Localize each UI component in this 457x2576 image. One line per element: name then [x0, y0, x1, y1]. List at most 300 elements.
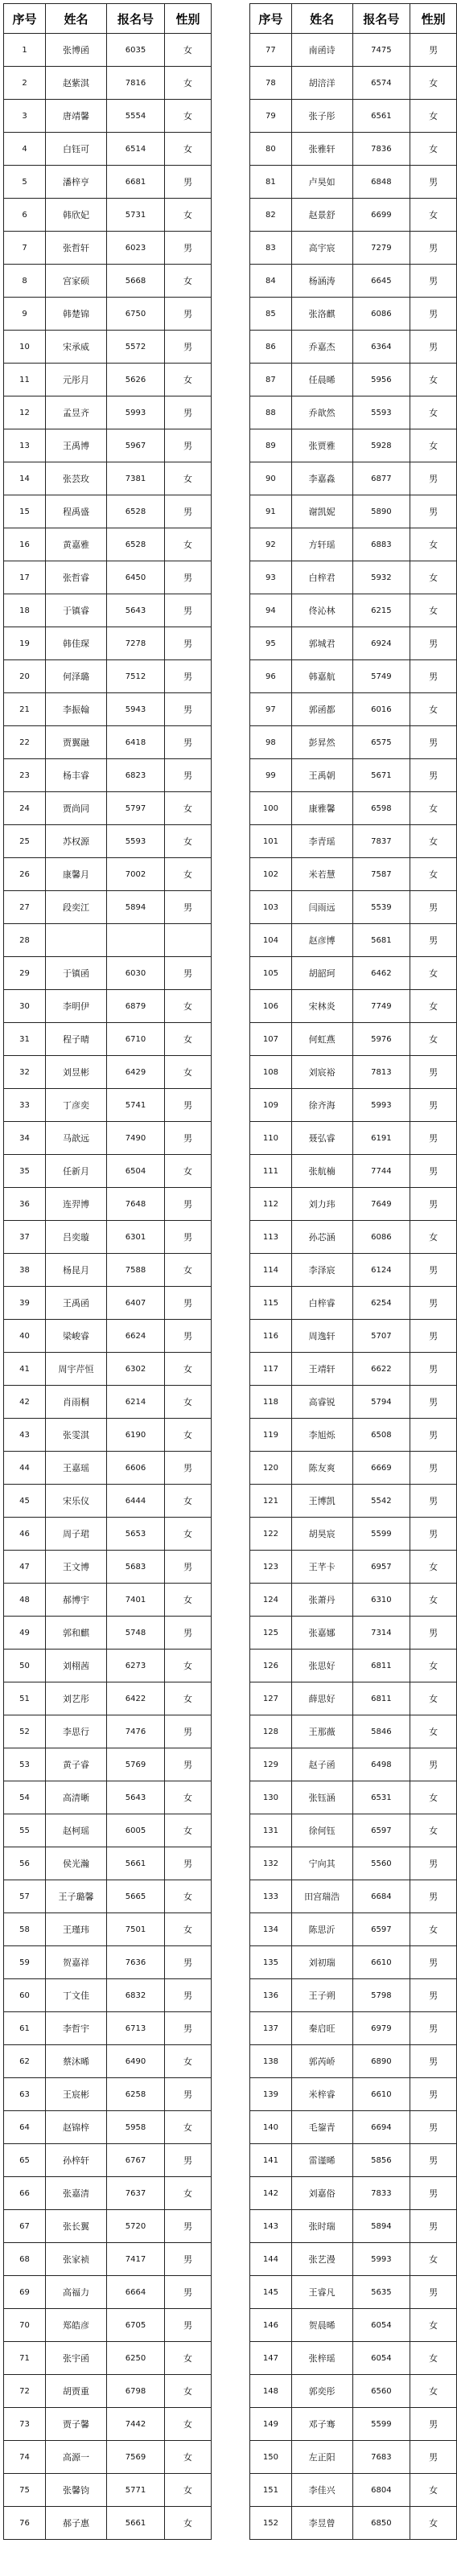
table-row	[4, 2276, 212, 2309]
seq-cell: 76	[4, 2507, 46, 2540]
gender-cell: 女	[410, 957, 457, 990]
name-cell: 侯光瀚	[46, 1847, 107, 1880]
table-row	[4, 1353, 212, 1386]
name-cell: 刘宸裕	[291, 1056, 352, 1089]
seq-cell: 96	[250, 660, 292, 693]
seq-cell: 133	[250, 1880, 292, 1913]
table-row	[4, 67, 212, 100]
seq-cell: 21	[4, 693, 46, 726]
name-cell: 张博函	[46, 34, 107, 67]
gender-cell: 男	[410, 1748, 457, 1781]
gender-cell: 男	[165, 2210, 212, 2243]
gender-cell: 女	[165, 199, 212, 232]
gender-cell: 女	[165, 528, 212, 561]
name-cell: 白梓君	[291, 561, 352, 594]
name-cell: 连羿博	[46, 1188, 107, 1221]
code-cell: 6561	[352, 100, 410, 133]
table-row	[250, 100, 457, 133]
code-cell	[107, 924, 165, 957]
gender-cell: 男	[410, 495, 457, 528]
seq-cell: 64	[4, 2111, 46, 2144]
name-cell: 贾子馨	[46, 2408, 107, 2441]
code-cell: 6364	[352, 331, 410, 364]
table-row	[250, 2309, 457, 2342]
table-header-row	[250, 4, 457, 34]
gender-cell: 男	[410, 1847, 457, 1880]
table-row	[250, 133, 457, 166]
code-cell: 5958	[107, 2111, 165, 2144]
code-cell: 6504	[107, 1155, 165, 1188]
seq-cell: 116	[250, 1320, 292, 1353]
table-row	[250, 726, 457, 759]
code-cell: 7587	[352, 858, 410, 891]
gender-cell: 女	[165, 1056, 212, 1089]
name-cell: 张时瑞	[291, 2210, 352, 2243]
code-cell: 5943	[107, 693, 165, 726]
header-name: 姓名	[291, 4, 352, 34]
code-cell: 6418	[107, 726, 165, 759]
gender-cell: 男	[165, 1617, 212, 1650]
seq-cell: 122	[250, 1518, 292, 1551]
gender-cell: 男	[410, 891, 457, 924]
name-cell: 佟沁林	[291, 594, 352, 627]
table-row	[250, 1880, 457, 1913]
code-cell: 6528	[107, 528, 165, 561]
seq-cell: 143	[250, 2210, 292, 2243]
code-cell: 6215	[352, 594, 410, 627]
table-row	[4, 1056, 212, 1089]
gender-cell: 男	[165, 232, 212, 265]
gender-cell: 男	[165, 2276, 212, 2309]
gender-cell: 男	[410, 1979, 457, 2012]
gender-cell: 女	[165, 1353, 212, 1386]
name-cell: 周逸轩	[291, 1320, 352, 1353]
seq-cell: 80	[250, 133, 292, 166]
table-row	[4, 166, 212, 199]
table-row	[4, 1584, 212, 1617]
code-cell: 7278	[107, 627, 165, 660]
table-row	[4, 561, 212, 594]
name-cell: 刘嘉俗	[291, 2177, 352, 2210]
gender-cell: 女	[165, 2441, 212, 2474]
table-row	[250, 2111, 457, 2144]
code-cell: 6191	[352, 1122, 410, 1155]
seq-cell: 40	[4, 1320, 46, 1353]
table-row	[4, 133, 212, 166]
table-row	[250, 1979, 457, 2012]
name-cell: 李振翰	[46, 693, 107, 726]
table-row	[4, 2243, 212, 2276]
seq-cell: 113	[250, 1221, 292, 1254]
code-cell: 5894	[107, 891, 165, 924]
table-row	[250, 594, 457, 627]
table-row	[250, 693, 457, 726]
table-row	[4, 1386, 212, 1419]
code-cell: 6622	[352, 1353, 410, 1386]
table-row	[250, 1122, 457, 1155]
gender-cell: 女	[165, 1023, 212, 1056]
name-cell: 郑皓彦	[46, 2309, 107, 2342]
code-cell: 5731	[107, 199, 165, 232]
table-row	[4, 759, 212, 792]
table-row	[4, 1913, 212, 1946]
name-cell: 张嘉娜	[291, 1617, 352, 1650]
table-row	[4, 2045, 212, 2078]
gender-cell: 女	[410, 2309, 457, 2342]
name-cell: 杨涵涛	[291, 265, 352, 298]
code-cell: 6023	[107, 232, 165, 265]
table-row	[250, 1617, 457, 1650]
code-cell: 5560	[352, 1847, 410, 1880]
code-cell: 6429	[107, 1056, 165, 1089]
name-cell: 张芸玫	[46, 462, 107, 495]
table-row	[250, 2144, 457, 2177]
table-row	[250, 429, 457, 462]
gender-cell: 女	[410, 561, 457, 594]
seq-cell: 82	[250, 199, 292, 232]
gender-cell: 女	[410, 67, 457, 100]
gender-cell: 男	[165, 2078, 212, 2111]
table-row	[250, 1551, 457, 1584]
table-row	[4, 528, 212, 561]
seq-cell: 92	[250, 528, 292, 561]
seq-cell: 37	[4, 1221, 46, 1254]
seq-cell: 66	[4, 2177, 46, 2210]
gender-cell: 男	[165, 1979, 212, 2012]
table-row	[250, 1188, 457, 1221]
table-row	[4, 1946, 212, 1979]
table-row	[4, 2177, 212, 2210]
gender-cell: 男	[410, 1254, 457, 1287]
seq-cell: 104	[250, 924, 292, 957]
seq-cell: 117	[250, 1353, 292, 1386]
name-cell: 胡贾重	[46, 2375, 107, 2408]
table-row	[250, 1353, 457, 1386]
table-row	[4, 990, 212, 1023]
gender-cell: 男	[165, 429, 212, 462]
seq-cell: 89	[250, 429, 292, 462]
header-name: 姓名	[46, 4, 107, 34]
gender-cell: 男	[410, 2012, 457, 2045]
gender-cell: 男	[410, 462, 457, 495]
name-cell: 李佳兴	[291, 2474, 352, 2507]
seq-cell: 54	[4, 1781, 46, 1814]
code-cell: 6924	[352, 627, 410, 660]
table-row	[4, 265, 212, 298]
code-cell: 6979	[352, 2012, 410, 2045]
gender-cell: 女	[410, 1650, 457, 1682]
table-row	[250, 1419, 457, 1452]
name-cell: 潘梓亨	[46, 166, 107, 199]
gender-cell: 女	[165, 990, 212, 1023]
name-cell: 贺嘉祥	[46, 1946, 107, 1979]
table-row	[250, 1320, 457, 1353]
table-row	[4, 1419, 212, 1452]
gender-cell: 男	[165, 495, 212, 528]
seq-cell: 6	[4, 199, 46, 232]
gender-cell: 男	[410, 1287, 457, 1320]
gender-cell: 女	[165, 792, 212, 825]
table-row	[250, 1221, 457, 1254]
table-row	[4, 364, 212, 396]
table-row	[4, 495, 212, 528]
seq-cell: 138	[250, 2045, 292, 2078]
code-cell: 5932	[352, 561, 410, 594]
code-cell: 7648	[107, 1188, 165, 1221]
gender-cell: 女	[410, 100, 457, 133]
name-cell: 郭城君	[291, 627, 352, 660]
code-cell: 6823	[107, 759, 165, 792]
table-row	[250, 67, 457, 100]
gender-cell: 男	[410, 1122, 457, 1155]
header-code: 报名号	[107, 4, 165, 34]
table-row	[250, 1089, 457, 1122]
code-cell: 6610	[352, 1946, 410, 1979]
seq-cell: 118	[250, 1386, 292, 1419]
code-cell: 7279	[352, 232, 410, 265]
table-row	[250, 891, 457, 924]
name-cell: 王子璐馨	[46, 1880, 107, 1913]
name-cell: 任新月	[46, 1155, 107, 1188]
seq-cell: 15	[4, 495, 46, 528]
code-cell: 5643	[107, 594, 165, 627]
seq-cell: 147	[250, 2342, 292, 2375]
gender-cell: 男	[410, 726, 457, 759]
gender-cell: 女	[165, 1913, 212, 1946]
code-cell: 5681	[352, 924, 410, 957]
gender-cell: 男	[165, 1715, 212, 1748]
gender-cell: 男	[165, 2012, 212, 2045]
gender-cell: 男	[165, 2144, 212, 2177]
seq-cell: 8	[4, 265, 46, 298]
seq-cell: 103	[250, 891, 292, 924]
seq-cell: 140	[250, 2111, 292, 2144]
gender-cell: 男	[410, 265, 457, 298]
code-cell: 7636	[107, 1946, 165, 1979]
name-cell: 任晨晞	[291, 364, 352, 396]
code-cell: 5748	[107, 1617, 165, 1650]
seq-cell: 123	[250, 1551, 292, 1584]
table-row	[250, 462, 457, 495]
seq-cell: 53	[4, 1748, 46, 1781]
name-cell: 丁文佳	[46, 1979, 107, 2012]
seq-cell: 62	[4, 2045, 46, 2078]
gender-cell: 女	[165, 1485, 212, 1518]
seq-cell: 150	[250, 2441, 292, 2474]
code-cell: 7501	[107, 1913, 165, 1946]
seq-cell: 9	[4, 298, 46, 331]
name-cell: 高福力	[46, 2276, 107, 2309]
table-row	[4, 594, 212, 627]
name-cell: 张雯淇	[46, 1419, 107, 1452]
gender-cell: 女	[410, 2474, 457, 2507]
seq-cell: 125	[250, 1617, 292, 1650]
seq-cell: 1	[4, 34, 46, 67]
code-cell: 6598	[352, 792, 410, 825]
code-cell: 5794	[352, 1386, 410, 1419]
seq-cell: 100	[250, 792, 292, 825]
name-cell: 张航楠	[291, 1155, 352, 1188]
name-cell: 宋承威	[46, 331, 107, 364]
gender-cell: 男	[165, 561, 212, 594]
code-cell: 6645	[352, 265, 410, 298]
seq-cell: 39	[4, 1287, 46, 1320]
name-cell: 王禹函	[46, 1287, 107, 1320]
gender-cell: 女	[165, 34, 212, 67]
seq-cell: 27	[4, 891, 46, 924]
seq-cell: 51	[4, 1682, 46, 1715]
table-row	[4, 1023, 212, 1056]
name-cell: 高清晰	[46, 1781, 107, 1814]
table-row	[250, 990, 457, 1023]
table-row	[4, 924, 212, 957]
name-cell: 孙梓轩	[46, 2144, 107, 2177]
table-row	[4, 1485, 212, 1518]
name-cell: 张贾雅	[291, 429, 352, 462]
seq-cell: 31	[4, 1023, 46, 1056]
code-cell: 6610	[352, 2078, 410, 2111]
gender-cell: 女	[410, 133, 457, 166]
name-cell: 左正阳	[291, 2441, 352, 2474]
table-row	[250, 1682, 457, 1715]
table-row	[4, 1089, 212, 1122]
gender-cell: 女	[165, 364, 212, 396]
code-cell: 5798	[352, 1979, 410, 2012]
seq-cell: 30	[4, 990, 46, 1023]
table-row	[250, 364, 457, 396]
gender-cell: 男	[410, 34, 457, 67]
name-cell: 王芊卡	[291, 1551, 352, 1584]
seq-cell: 75	[4, 2474, 46, 2507]
gender-cell: 女	[165, 2342, 212, 2375]
code-cell: 6664	[107, 2276, 165, 2309]
name-cell: 周子珺	[46, 1518, 107, 1551]
table-row	[250, 166, 457, 199]
name-cell: 李嘉淼	[291, 462, 352, 495]
gender-cell: 男	[410, 1188, 457, 1221]
seq-cell: 67	[4, 2210, 46, 2243]
name-cell: 马歆远	[46, 1122, 107, 1155]
gender-cell: 男	[410, 1880, 457, 1913]
name-cell: 张萧丹	[291, 1584, 352, 1617]
gender-cell: 男	[410, 331, 457, 364]
code-cell: 6444	[107, 1485, 165, 1518]
name-cell: 贺晨晞	[291, 2309, 352, 2342]
gender-cell: 女	[165, 858, 212, 891]
table-row	[4, 2111, 212, 2144]
name-cell: 高源一	[46, 2441, 107, 2474]
code-cell: 6190	[107, 1419, 165, 1452]
code-cell: 6694	[352, 2111, 410, 2144]
table-row	[4, 1847, 212, 1880]
table-row	[4, 957, 212, 990]
seq-cell: 42	[4, 1386, 46, 1419]
gender-cell: 女	[410, 199, 457, 232]
code-cell: 6597	[352, 1814, 410, 1847]
code-cell: 5593	[352, 396, 410, 429]
seq-cell: 57	[4, 1880, 46, 1913]
code-cell: 6624	[107, 1320, 165, 1353]
name-cell: 刘艺彤	[46, 1682, 107, 1715]
code-cell: 5993	[107, 396, 165, 429]
table-row	[4, 1551, 212, 1584]
seq-cell: 65	[4, 2144, 46, 2177]
seq-cell: 97	[250, 693, 292, 726]
code-cell: 6005	[107, 1814, 165, 1847]
code-cell: 5976	[352, 1023, 410, 1056]
name-cell: 赵柯瑶	[46, 1814, 107, 1847]
seq-cell: 111	[250, 1155, 292, 1188]
name-cell: 杨丰睿	[46, 759, 107, 792]
seq-cell: 17	[4, 561, 46, 594]
name-cell: 韩佳琛	[46, 627, 107, 660]
name-cell: 肖雨桐	[46, 1386, 107, 1419]
code-cell: 6214	[107, 1386, 165, 1419]
name-cell: 刘栩茜	[46, 1650, 107, 1682]
seq-cell: 79	[250, 100, 292, 133]
header-gender: 性别	[410, 4, 457, 34]
code-cell: 5593	[107, 825, 165, 858]
code-cell: 7569	[107, 2441, 165, 2474]
table-row	[250, 232, 457, 265]
gender-cell: 男	[165, 298, 212, 331]
seq-cell: 18	[4, 594, 46, 627]
seq-cell: 13	[4, 429, 46, 462]
gender-cell: 女	[410, 1814, 457, 1847]
gender-cell: 女	[410, 1221, 457, 1254]
code-cell: 6597	[352, 1913, 410, 1946]
code-cell: 6767	[107, 2144, 165, 2177]
seq-cell: 101	[250, 825, 292, 858]
gender-cell: 女	[410, 2342, 457, 2375]
gender-cell: 女	[410, 792, 457, 825]
name-cell: 王子朔	[291, 1979, 352, 2012]
table-row	[4, 1188, 212, 1221]
code-cell: 6054	[352, 2342, 410, 2375]
table-row	[4, 2012, 212, 2045]
seq-cell: 105	[250, 957, 292, 990]
gender-cell: 男	[410, 2111, 457, 2144]
name-cell: 白钰可	[46, 133, 107, 166]
code-cell: 6811	[352, 1682, 410, 1715]
table-row	[4, 429, 212, 462]
seq-cell: 119	[250, 1419, 292, 1452]
name-cell: 丁彦奕	[46, 1089, 107, 1122]
gender-cell: 女	[410, 1913, 457, 1946]
seq-cell: 19	[4, 627, 46, 660]
name-cell: 王靖轩	[291, 1353, 352, 1386]
name-cell: 张子彤	[291, 100, 352, 133]
seq-cell: 90	[250, 462, 292, 495]
seq-cell: 52	[4, 1715, 46, 1748]
table-row	[250, 1452, 457, 1485]
name-cell: 孟昱齐	[46, 396, 107, 429]
table-row	[250, 957, 457, 990]
code-cell: 6832	[107, 1979, 165, 2012]
name-cell: 郭奕彤	[291, 2375, 352, 2408]
name-cell	[46, 924, 107, 957]
name-cell: 张宇函	[46, 2342, 107, 2375]
name-cell: 谢凯妮	[291, 495, 352, 528]
table-row	[250, 2342, 457, 2375]
name-cell: 乔嘉杰	[291, 331, 352, 364]
name-cell: 张洛麒	[291, 298, 352, 331]
name-cell: 郭芮峤	[291, 2045, 352, 2078]
gender-cell: 男	[410, 1056, 457, 1089]
gender-cell: 男	[410, 166, 457, 199]
name-cell: 赵锦梓	[46, 2111, 107, 2144]
seq-cell: 70	[4, 2309, 46, 2342]
